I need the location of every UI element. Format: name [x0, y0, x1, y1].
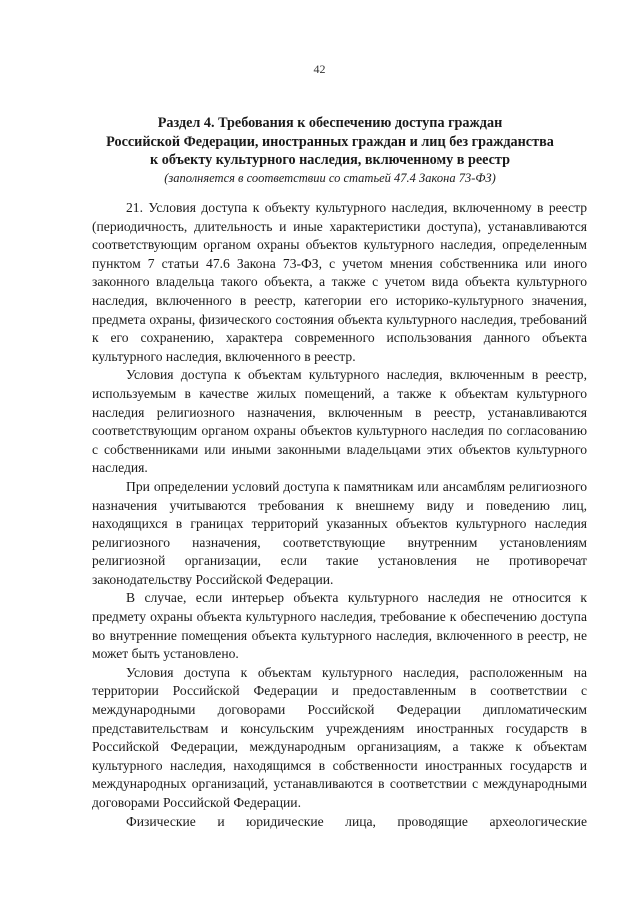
paragraph: Физические и юридические лица, проводящие археологические	[126, 813, 587, 829]
paragraph: В случае, если интерьер объекта культурного наследия не относится к предмету охраны объекта культурного наследия, требование к обеспечению доступа во внутренние помещения объекта культурного наследия, включенного в реестр, не может быть установлено.	[92, 590, 587, 662]
section-heading-line: Российской Федерации, иностранных граждан и лиц без гражданства	[106, 133, 554, 150]
section-heading-line: Раздел 4. Требования к обеспечению доступа граждан	[157, 115, 503, 131]
paragraph: Условия доступа к объектам культурного наследия, расположенным на территории Российской Федерации и предоставленным в соответствии с международными договорами Российской Федерации дипломатическим представительствам и консульским учреждениям иностранных государств в Российской Федерации, международным организациям, а также к объектам культурного наследия, находящимся в собственности иностранных государств и международных организаций, устанавливаются в соответствии с международными договорами Российской Федерации.	[92, 664, 587, 810]
document-body	[92, 199, 587, 831]
section-heading-line: к объекту культурного наследия, включенному в реестр	[150, 152, 510, 168]
page-number: 42	[313, 62, 326, 76]
section-heading	[60, 114, 600, 170]
paragraph: Условия доступа к объектам культурного наследия, включенным в реестр, используемым в качестве жилых помещений, а также к объектам культурного наследия религиозного назначения, включенным в реестр, устанавливаются соответствующим органом охраны объектов культурного наследия по согласованию с собственниками или иными законными владельцами этих объектов культурного наследия.	[92, 367, 587, 476]
paragraph: При определении условий доступа к памятникам или ансамблям религиозного назначения учитываются требования к внешнему виду и поведению лиц, находящихся в границах территорий указанных объектов культурного наследия религиозного назначения, соответствующие внутренним установлениям религиозной организации, если такие установления не противоречат законодательству Российской Федерации.	[92, 478, 587, 587]
paragraph: 21. Условия доступа к объекту культурного наследия, включенному в реестр (периодичность, длительность и иные характеристики доступа), устанавливаются соответствующим органом охраны объектов культурного наследия, определенным пунктом 7 статьи 47.6 Закона 73-ФЗ, с учетом мнения собственника или иного законного владельца такого объекта, а также с учетом вида объекта культурного наследия, включенного в реестр, категории его историко-культурного значения, предмета охраны, физического состояния объекта культурного наследия, требований к его сохранению, характера современного использования данного объекта культурного наследия, включенного в реестр.	[92, 200, 587, 364]
section-note: (заполняется в соответствии со статьей 47.4 Закона 73-ФЗ)	[164, 171, 496, 185]
